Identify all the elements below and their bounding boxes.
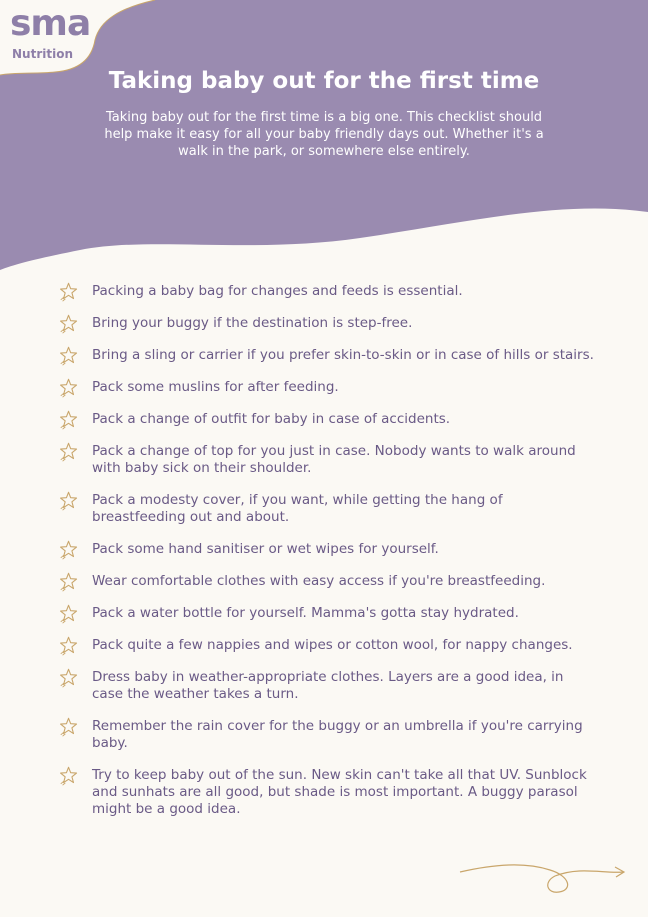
checklist-item-text: Pack a change of top for you just in case. Nobody wants to walk around with baby sick on their shoulder.: [92, 443, 576, 476]
logo-subtitle: Nutrition: [12, 47, 73, 61]
star-icon: [58, 313, 80, 335]
checklist-item-text: Packing a baby bag for changes and feeds is essential.: [92, 283, 463, 299]
checklist-item-text: Try to keep baby out of the sun. New skin can't take all that UV. Sunblock and sunhats are all good, but shade is most important. A buggy parasol might be a good idea.: [92, 767, 587, 817]
decorative-swirl: [455, 856, 630, 901]
checklist-item-text: Bring your buggy if the destination is step-free.: [92, 315, 413, 331]
star-icon: [58, 409, 80, 431]
checklist-item: [58, 637, 598, 654]
checklist-item-text: Bring a sling or carrier if you prefer skin-to-skin or in case of hills or stairs.: [92, 347, 594, 363]
star-icon: [58, 765, 80, 787]
checklist-item: [58, 283, 598, 300]
checklist-item: [58, 315, 598, 332]
page-title: Taking baby out for the first time: [108, 68, 540, 94]
star-icon: [58, 667, 80, 689]
checklist-item: [58, 443, 598, 477]
checklist-item-text: Pack a modesty cover, if you want, while getting the hang of breastfeeding out and about.: [92, 492, 503, 525]
logo-wordmark: sma: [10, 3, 91, 44]
checklist-item-text: Wear comfortable clothes with easy access if you're breastfeeding.: [92, 573, 546, 589]
star-icon: [58, 441, 80, 463]
checklist-item: [58, 669, 598, 703]
sma-logo: [0, 0, 92, 72]
checklist-item: [58, 541, 598, 558]
checklist-item: [58, 573, 598, 590]
checklist-item: [58, 767, 598, 818]
star-icon: [58, 571, 80, 593]
star-icon: [58, 345, 80, 367]
checklist-item: [58, 411, 598, 428]
checklist-item-text: Pack a water bottle for yourself. Mamma's gotta stay hydrated.: [92, 605, 519, 621]
checklist-item-text: Pack a change of outfit for baby in case of accidents.: [92, 411, 451, 427]
checklist-item: [58, 379, 598, 396]
star-icon: [58, 539, 80, 561]
checklist-item: [58, 492, 598, 526]
checklist-item-text: Pack some hand sanitiser or wet wipes for yourself.: [92, 541, 439, 557]
checklist-item-text: Dress baby in weather-appropriate clothes. Layers are a good idea, in case the weather takes a turn.: [92, 669, 564, 702]
star-icon: [58, 281, 80, 303]
star-icon: [58, 716, 80, 738]
intro-text: Taking baby out for the first time is a big one. This checklist should help make it easy for all your baby friendly days out. Whether it's a walk in the park, or somewhere else entirely.: [104, 110, 544, 159]
checklist-item: [58, 605, 598, 622]
star-icon: [58, 635, 80, 657]
star-icon: [58, 603, 80, 625]
checklist-item-text: Remember the rain cover for the buggy or an umbrella if you're carrying baby.: [92, 718, 583, 751]
checklist-item: [58, 718, 598, 752]
checklist-item-text: Pack quite a few nappies and wipes or cotton wool, for nappy changes.: [92, 637, 573, 653]
checklist: [58, 283, 598, 833]
star-icon: [58, 490, 80, 512]
checklist-item-text: Pack some muslins for after feeding.: [92, 379, 339, 395]
star-icon: [58, 377, 80, 399]
checklist-item: [58, 347, 598, 364]
